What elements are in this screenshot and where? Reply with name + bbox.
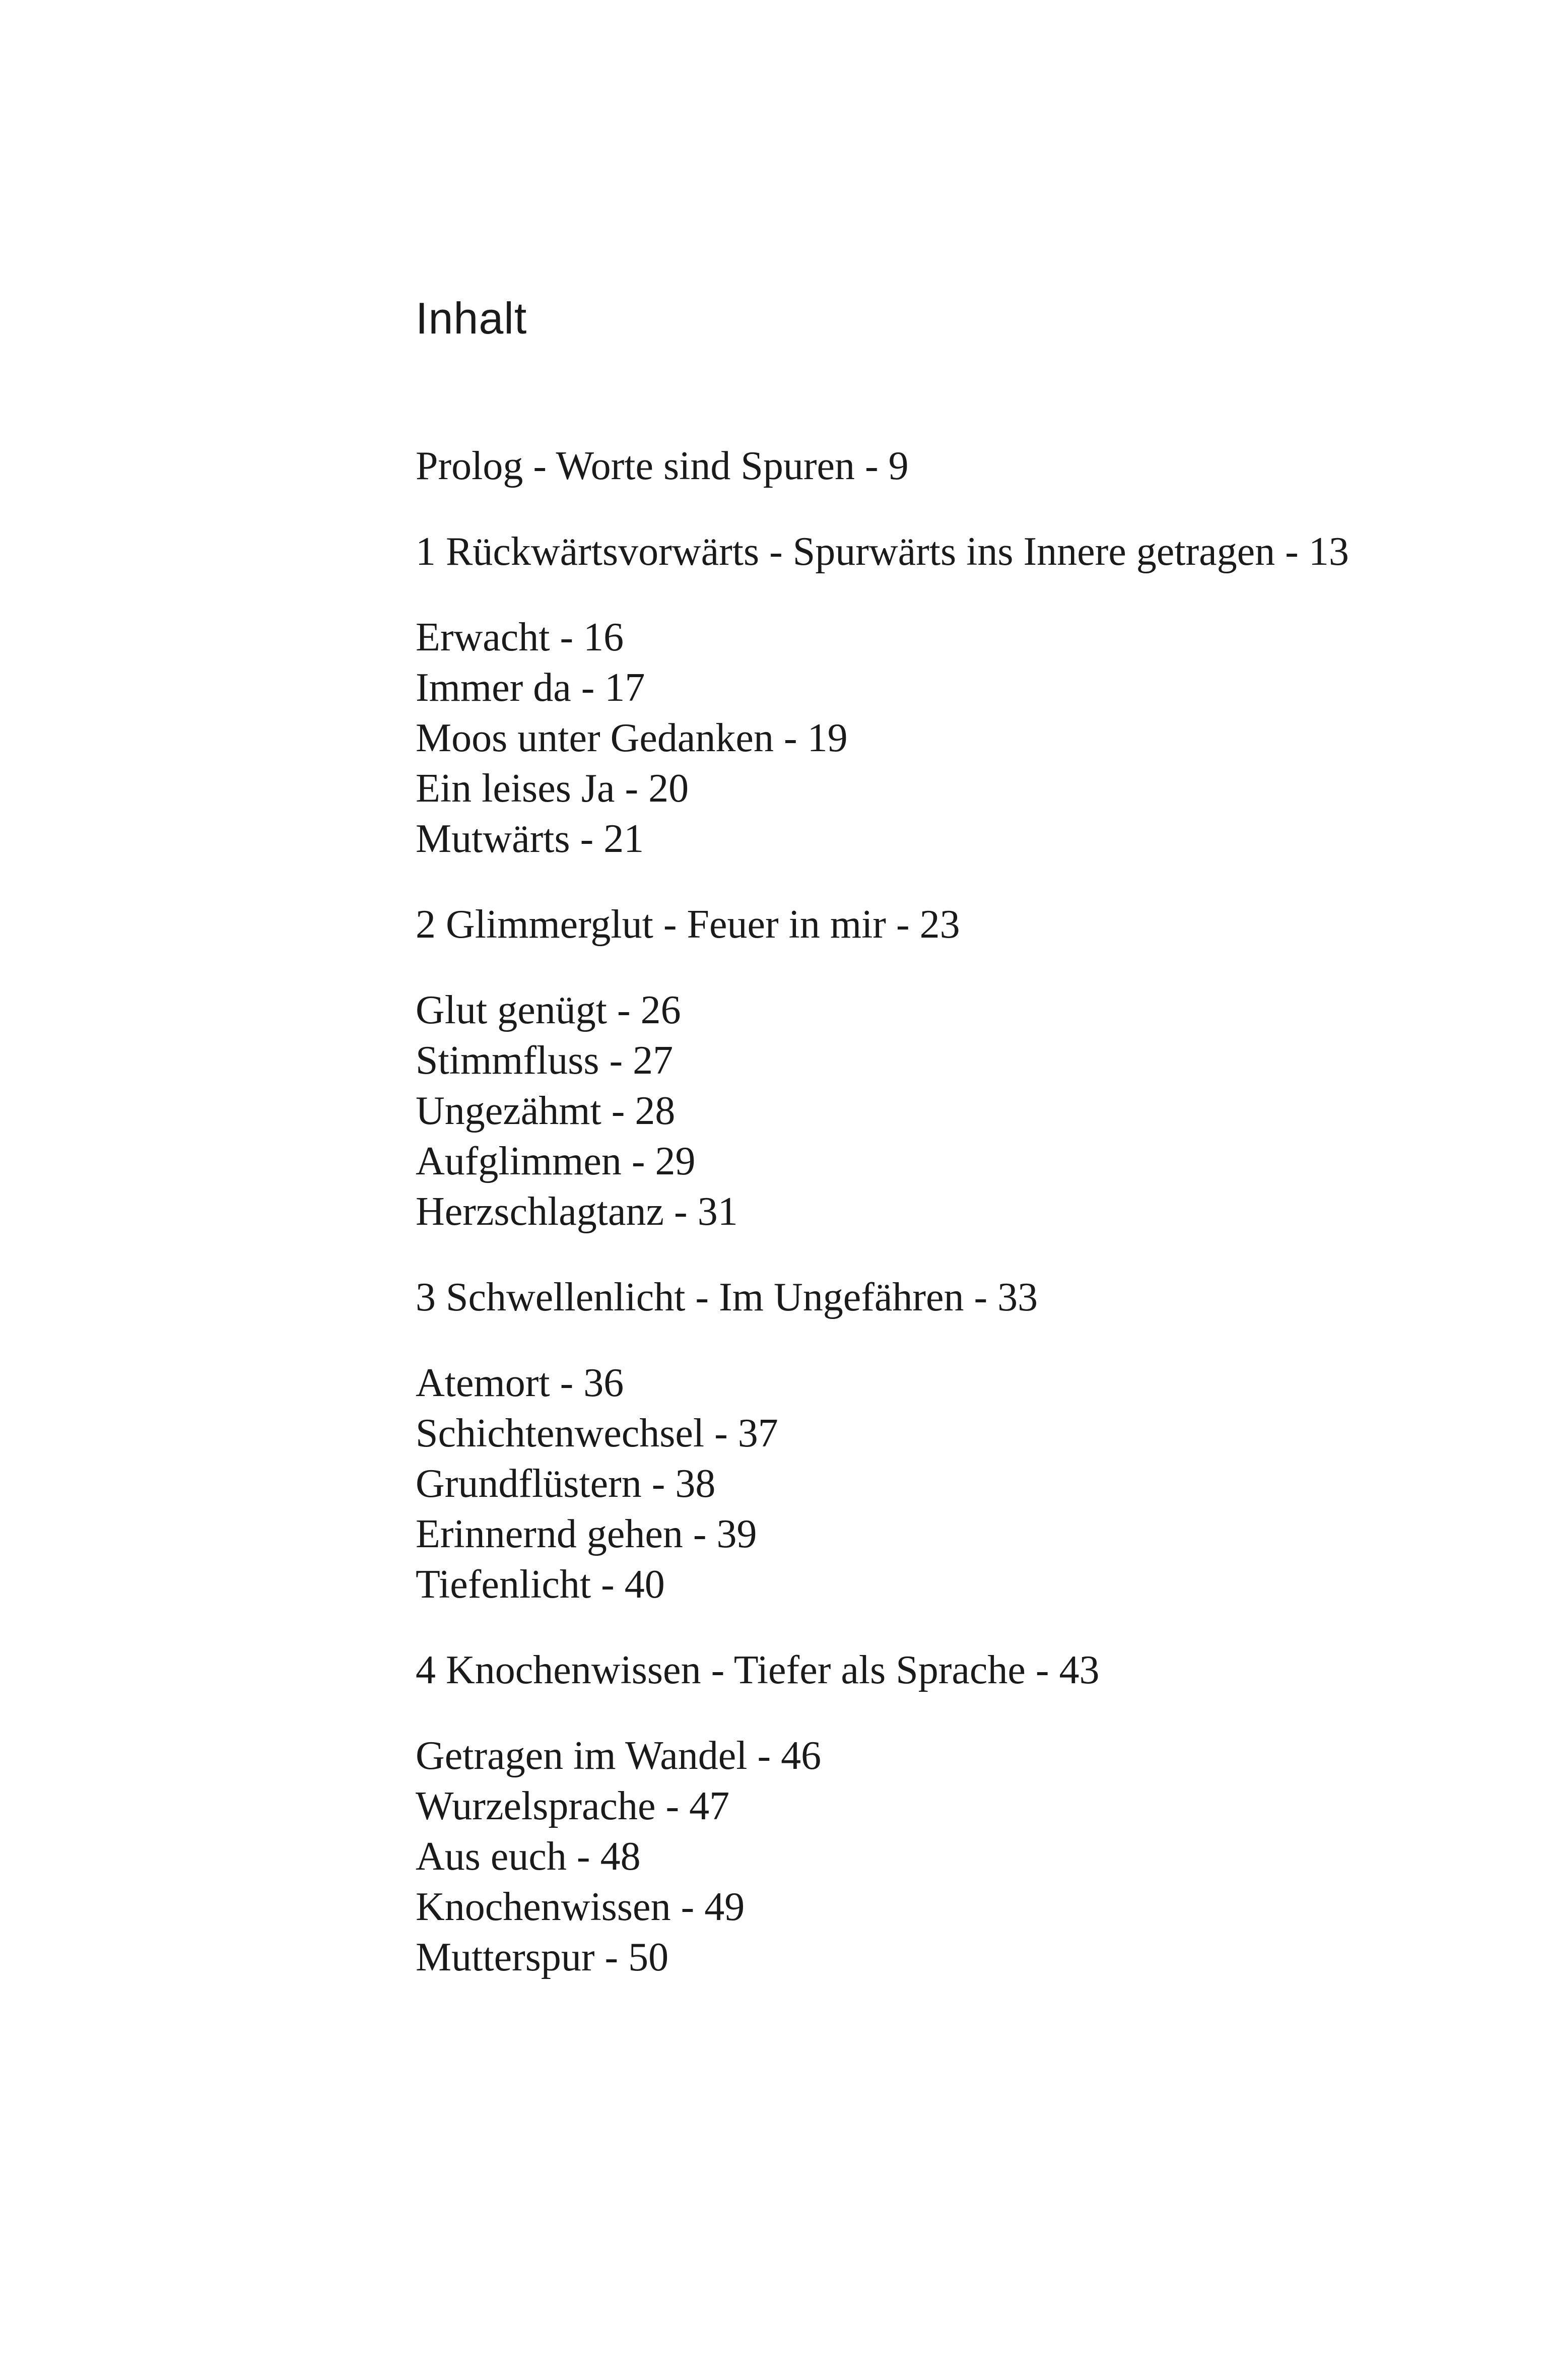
toc-entry: Stimmfluss - 27 bbox=[416, 1038, 674, 1083]
toc-entry: Mutterspur - 50 bbox=[416, 1935, 669, 1979]
toc-entry: Aus euch - 48 bbox=[416, 1834, 641, 1879]
toc-entry: Glut genügt - 26 bbox=[416, 988, 681, 1032]
toc-entry: Atemort - 36 bbox=[416, 1361, 624, 1405]
toc-chapter-1: 1 Rückwärtsvorwärts - Spurwärts ins Innere getragen - 13 bbox=[416, 530, 1349, 574]
toc-chapter-2: 2 Glimmerglut - Feuer in mir - 23 bbox=[416, 902, 960, 947]
toc-entry: Ungezähmt - 28 bbox=[416, 1089, 676, 1133]
toc-entry: Grundflüstern - 38 bbox=[416, 1462, 716, 1506]
toc-entry: Tiefenlicht - 40 bbox=[416, 1562, 665, 1607]
toc-entry: Getragen im Wandel - 46 bbox=[416, 1734, 822, 1778]
toc-entry: Mutwärts - 21 bbox=[416, 817, 644, 861]
toc-entry: Immer da - 17 bbox=[416, 666, 645, 710]
toc-entry: Erinnernd gehen - 39 bbox=[416, 1512, 757, 1556]
toc-entry: Ein leises Ja - 20 bbox=[416, 766, 689, 811]
toc-title: Inhalt bbox=[416, 293, 527, 343]
toc-chapter-4: 4 Knochenwissen - Tiefer als Sprache - 43 bbox=[416, 1648, 1100, 1692]
toc-entry: Erwacht - 16 bbox=[416, 615, 624, 659]
toc-entry: Herzschlagtanz - 31 bbox=[416, 1189, 738, 1234]
toc-entry-prolog: Prolog - Worte sind Spuren - 9 bbox=[416, 444, 909, 488]
toc-entry: Aufglimmen - 29 bbox=[416, 1139, 696, 1183]
toc-entry: Wurzelsprache - 47 bbox=[416, 1784, 730, 1828]
toc-entry: Knochenwissen - 49 bbox=[416, 1885, 745, 1929]
toc-entry: Schichtenwechsel - 37 bbox=[416, 1411, 778, 1456]
toc-chapter-3: 3 Schwellenlicht - Im Ungefähren - 33 bbox=[416, 1275, 1038, 1319]
toc-entry: Moos unter Gedanken - 19 bbox=[416, 716, 848, 760]
